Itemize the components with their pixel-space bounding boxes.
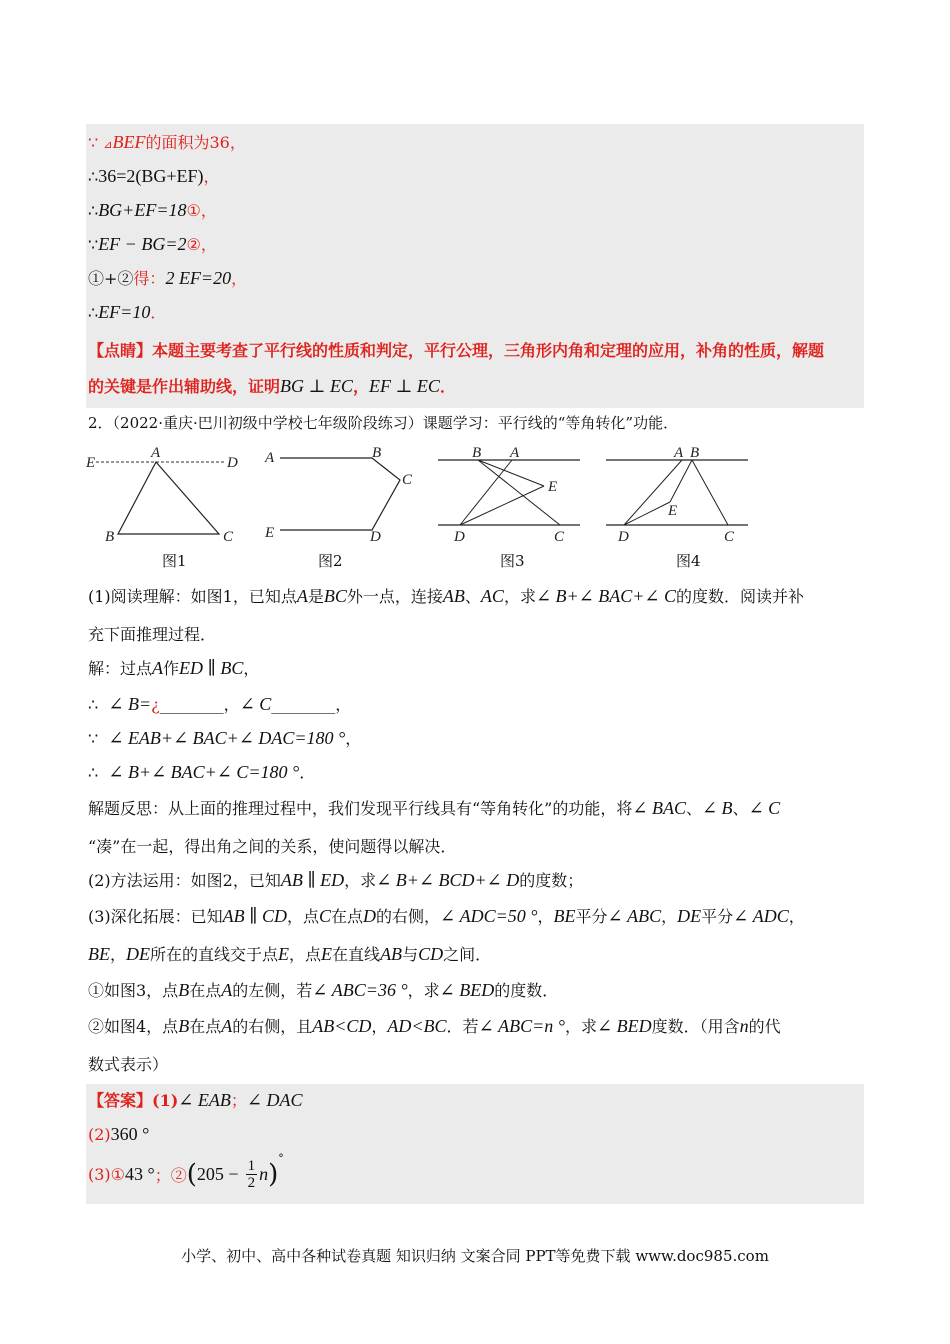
fig1-label-A: A: [151, 445, 161, 461]
fig2-label-D: D: [370, 529, 381, 545]
fig1-label-D: D: [227, 455, 238, 471]
q-line-8: “凑”在一起，得出角之间的关系，使问题得以解决．: [88, 837, 457, 856]
figure-3: [432, 442, 592, 548]
q-line-3: 解：过点A作ED ∥ BC，: [88, 658, 260, 678]
q-line-7: 解题反思：从上面的推理过程中，我们发现平行线具有“等角转化”的功能，将∠ BAC、∠ B、∠ C: [88, 798, 781, 818]
fig-caption-3: 图3: [500, 552, 525, 570]
fig2-label-B: B: [372, 445, 382, 461]
q-line-10: (3)深化拓展：已知AB ∥ CD，点C在点D的右侧，∠ ADC=50 °，BE平分∠ ABC，DE平分∠ ADC，: [88, 906, 805, 926]
q-line-1: (1)阅读理解：如图1，已知点A是BC外一点，连接AB、AC，求∠ B+∠ BAC+∠ C的度数．阅读并补: [88, 586, 805, 606]
fig3-label-E: E: [548, 479, 558, 495]
figure-1: [84, 444, 244, 548]
fig3-label-A: A: [510, 445, 520, 461]
solution-line-6: ∴EF=10．: [88, 302, 167, 322]
q-line-13: ②如图4，点B在点A的右侧，且AB<CD，AD<BC．若∠ ABC=n °，求∠ BED度数．（用含n的代: [88, 1016, 781, 1036]
question-header: 2．（2022·重庆·巴川初级中学校七年级阶段练习）课题学习：平行线的“等角转化”功能．: [88, 414, 679, 432]
fig1-label-C: C: [223, 529, 234, 545]
fig4-label-A: A: [674, 445, 684, 461]
fig-caption-2: 图2: [318, 552, 343, 570]
fig2-label-C: C: [402, 472, 413, 488]
fig2-label-A: A: [265, 450, 275, 466]
page-footer: 小学、初中、高中各种试卷真题 知识归纳 文案合同 PPT等免费下载 www.doc985.com: [181, 1247, 769, 1265]
solution-box: [86, 124, 864, 408]
solution-comment-2: 的关键是作出辅助线，证明BG ⊥ EC，EF ⊥ EC．: [88, 376, 456, 396]
answer-line-3: (3)①43 °；②(205 − $\frac{1}{2}$ n)°: [88, 1152, 284, 1191]
fig-caption-4: 图4: [676, 552, 701, 570]
q-line-12: ①如图3，点B在点A的左侧，若∠ ABC=36 °，求∠ BED的度数．: [88, 980, 559, 1000]
fig1-label-E: E: [86, 455, 96, 471]
q-line-5: ∵ ∠ EAB+∠ BAC+∠ DAC=180 °，: [88, 728, 362, 748]
fig3-label-D: D: [454, 529, 465, 545]
q-line-6: ∴ ∠ B+∠ BAC+∠ C=180 °．: [88, 762, 316, 782]
fig4-label-C: C: [724, 529, 735, 545]
fig4-label-E: E: [668, 503, 678, 519]
solution-line-3: ∴BG+EF=18①，: [88, 200, 217, 220]
q-line-2: 充下面推理过程．: [88, 625, 217, 644]
figure-2: [260, 444, 420, 548]
q-line-14: 数式表示）: [88, 1055, 169, 1074]
q-line-11: BE，DE所在的直线交于点E，点E在直线AB与CD之间．: [88, 944, 492, 964]
solution-line-4: ∵EF − BG=2②，: [88, 234, 217, 254]
answer-line-1: 【答案】(1)∠ EAB；∠ DAC: [88, 1090, 303, 1110]
fig3-label-C: C: [554, 529, 565, 545]
q-line-9: (2)方法运用：如图2，已知AB ∥ ED，求∠ B+∠ BCD+∠ D的度数；: [88, 870, 584, 890]
fraction-half: $\frac{1}{2}$: [247, 1158, 256, 1191]
q-line-4: ∴ ∠ B=¿________，∠ C________，: [88, 694, 352, 714]
solution-line-5: ①+②得：2 EF=20，: [88, 268, 248, 288]
figure-4: [600, 442, 760, 548]
fig-caption-1: 图1: [162, 552, 187, 570]
answer-box: [86, 1084, 864, 1204]
fig2-label-E: E: [265, 525, 275, 541]
fig1-label-B: B: [105, 529, 115, 545]
solution-line-1: ∵ ⊿BEF的面积为36，: [88, 132, 246, 152]
solution-comment-1: 【点睛】本题主要考查了平行线的性质和判定，平行公理，三角形内角和定理的应用，补角的性质，解题: [88, 341, 825, 360]
answer-line-2: (2)360 °: [88, 1124, 150, 1144]
fig4-label-D: D: [618, 529, 629, 545]
fig3-label-B: B: [472, 445, 482, 461]
solution-line-2: ∴36=2(BG+EF)，: [88, 166, 220, 186]
fig4-label-B: B: [690, 445, 700, 461]
